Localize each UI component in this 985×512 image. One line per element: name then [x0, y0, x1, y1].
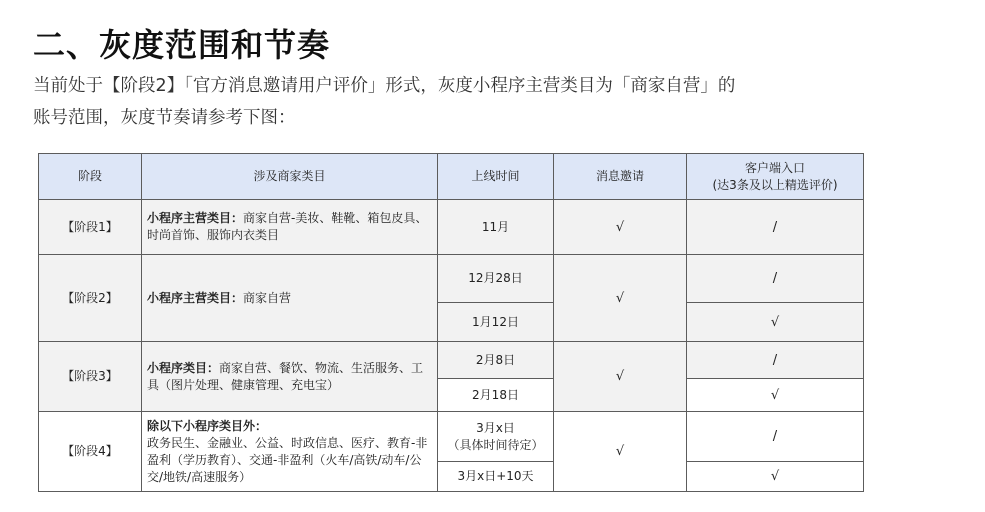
stage-cell: 【阶段3】 — [39, 342, 142, 412]
stage-cell: 【阶段1】 — [39, 200, 142, 255]
header-client-entry — [687, 154, 864, 200]
invite-check-cell: √ — [554, 342, 687, 412]
invite-check-cell: √ — [554, 200, 687, 255]
category-label: 小程序主营类目： — [147, 290, 244, 305]
launch-time-cell: 2月8日 — [438, 342, 554, 379]
table-row — [39, 342, 864, 379]
category-label: 小程序主营类目： — [147, 211, 244, 225]
entry-cell: √ — [687, 303, 864, 342]
entry-cell: / — [687, 200, 864, 255]
category-text: 商家自营-美妆、鞋靴、箱包皮具、时尚首饰、服饰内衣类目 — [147, 211, 428, 242]
launch-time-note: （具体时间待定） — [447, 437, 544, 452]
launch-time-cell: 2月18日 — [438, 379, 554, 412]
table-header-row — [39, 154, 864, 200]
launch-time-cell: 1月12日 — [438, 303, 554, 342]
category-label: 除以下小程序类目外： — [147, 418, 268, 433]
stage-cell: 【阶段4】 — [39, 412, 142, 492]
category-label: 小程序类目： — [147, 360, 220, 375]
table-row — [39, 255, 864, 303]
category-text: 商家自营、餐饮、物流、生活服务、工具（图片处理、健康管理、充电宝） — [147, 360, 424, 392]
rollout-table — [38, 153, 864, 492]
entry-cell: √ — [687, 379, 864, 412]
entry-cell: √ — [687, 462, 864, 492]
launch-time-cell — [438, 412, 554, 462]
category-text: 政务民生、金融业、公益、时政信息、医疗、教育-非盈利（学历教育）、交通-非盈利（火车/高铁/动车/公交/地铁/高速服务） — [147, 435, 428, 484]
header-entry-title: 客户端入口 — [744, 160, 805, 175]
header-message-invite: 消息邀请 — [554, 154, 687, 200]
launch-time-cell: 3月x日+10天 — [438, 462, 554, 492]
header-stage: 阶段 — [39, 154, 142, 200]
invite-check-cell: √ — [554, 412, 687, 492]
header-category: 涉及商家类目 — [142, 154, 438, 200]
entry-cell: / — [687, 255, 864, 303]
category-cell — [142, 200, 438, 255]
launch-time-cell: 12月28日 — [438, 255, 554, 303]
category-text: 商家自营 — [243, 290, 292, 305]
launch-time-date: 3月x日 — [476, 420, 515, 435]
intro-line-1: 当前处于【阶段2】「官方消息邀请用户评价」形式，灰度小程序主营类目为「商家自营」的 — [33, 76, 736, 96]
intro-line-2: 账号范围，灰度节奏请参考下图： — [33, 108, 296, 128]
header-entry-note: (达3条及以上精选评价) — [712, 177, 838, 192]
launch-time-cell: 11月 — [438, 200, 554, 255]
category-cell — [142, 342, 438, 412]
entry-cell: / — [687, 342, 864, 379]
section-heading: 二、灰度范围和节奏 — [33, 26, 331, 64]
table-row — [39, 412, 864, 462]
intro-paragraph — [33, 70, 933, 134]
table-row — [39, 200, 864, 255]
invite-check-cell: √ — [554, 255, 687, 342]
category-cell — [142, 255, 438, 342]
entry-cell: / — [687, 412, 864, 462]
stage-cell: 【阶段2】 — [39, 255, 142, 342]
category-cell — [142, 412, 438, 492]
header-launch-time: 上线时间 — [438, 154, 554, 200]
